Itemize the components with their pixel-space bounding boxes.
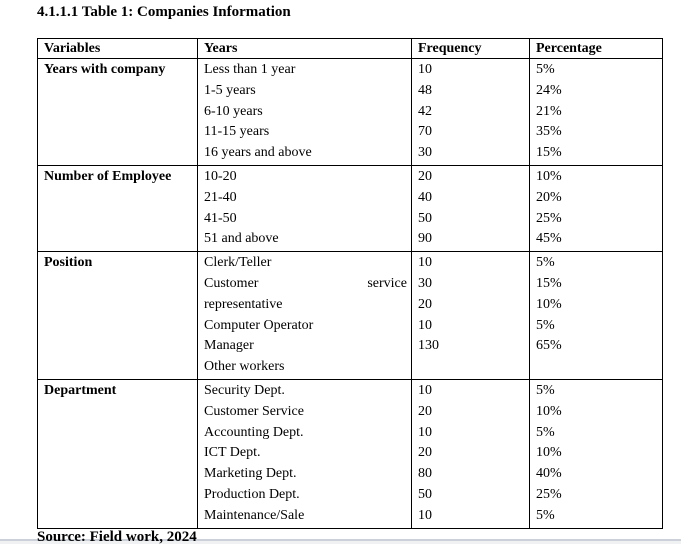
percentage-value: 5% bbox=[536, 382, 555, 398]
percentage-value: 65% bbox=[536, 338, 562, 354]
year-label: 11-15 years bbox=[204, 124, 270, 140]
percentage-value bbox=[536, 357, 658, 378]
percentage-value: 10% bbox=[536, 296, 562, 312]
frequency-value: 42 bbox=[418, 103, 432, 119]
frequency-value: 50 bbox=[418, 486, 432, 502]
variable-name: Years with company bbox=[38, 59, 198, 166]
frequency-value: 20 bbox=[418, 168, 432, 184]
frequency-value: 50 bbox=[418, 210, 432, 226]
section-department bbox=[38, 379, 663, 528]
year-label: Marketing Dept. bbox=[204, 466, 297, 482]
variable-name: Department bbox=[38, 379, 198, 528]
year-label: Maintenance/Sale bbox=[204, 507, 305, 523]
year-label: 41-50 bbox=[204, 210, 237, 226]
year-label: 10-20 bbox=[204, 168, 237, 184]
year-label bbox=[204, 274, 407, 295]
percentage-value: 10% bbox=[536, 403, 562, 419]
header-percentage: Percentage bbox=[530, 39, 663, 59]
year-label: 16 years and above bbox=[204, 145, 312, 161]
years-cell bbox=[198, 165, 412, 251]
year-label-part: service bbox=[367, 275, 407, 291]
source-note: Source: Field work, 2024 bbox=[37, 529, 197, 544]
frequency-value: 10 bbox=[418, 382, 432, 398]
percentage-value: 10% bbox=[536, 445, 562, 461]
header-years: Years bbox=[198, 39, 412, 59]
section-years-with-company bbox=[38, 59, 663, 166]
percentage-value: 5% bbox=[536, 62, 555, 77]
years-cell bbox=[198, 379, 412, 528]
frequency-cell bbox=[412, 252, 530, 380]
frequency-value: 10 bbox=[418, 317, 432, 333]
year-label: representative bbox=[204, 296, 283, 312]
year-label: Accounting Dept. bbox=[204, 424, 304, 440]
frequency-cell bbox=[412, 59, 530, 166]
frequency-value bbox=[418, 357, 525, 378]
years-cell bbox=[198, 252, 412, 380]
table-caption: 4.1.1.1 Table 1: Companies Information bbox=[37, 4, 291, 20]
frequency-cell bbox=[412, 165, 530, 251]
year-label: Less than 1 year bbox=[204, 62, 296, 77]
year-label: Security Dept. bbox=[204, 382, 285, 398]
percentage-value: 5% bbox=[536, 424, 555, 440]
frequency-value: 70 bbox=[418, 124, 432, 140]
percentage-value: 5% bbox=[536, 507, 555, 523]
percentage-value: 35% bbox=[536, 124, 562, 140]
year-label: 6-10 years bbox=[204, 103, 263, 119]
frequency-value: 20 bbox=[418, 296, 432, 312]
percentage-value: 10% bbox=[536, 168, 562, 184]
years-cell bbox=[198, 59, 412, 166]
frequency-value: 20 bbox=[418, 403, 432, 419]
frequency-cell bbox=[412, 379, 530, 528]
frequency-value: 10 bbox=[418, 62, 432, 77]
percentage-value: 24% bbox=[536, 82, 562, 98]
frequency-value: 48 bbox=[418, 82, 432, 98]
year-label: Customer Service bbox=[204, 403, 304, 419]
frequency-value: 10 bbox=[418, 507, 432, 523]
percentage-value: 20% bbox=[536, 189, 562, 205]
frequency-value: 40 bbox=[418, 189, 432, 205]
frequency-value: 10 bbox=[418, 255, 432, 271]
year-label: Clerk/Teller bbox=[204, 255, 272, 271]
year-label-part: Customer bbox=[204, 275, 259, 291]
year-label: 51 and above bbox=[204, 231, 279, 247]
percentage-value: 40% bbox=[536, 466, 562, 482]
frequency-value: 130 bbox=[418, 338, 439, 354]
year-label: Other workers bbox=[204, 359, 285, 375]
section-number-of-employee bbox=[38, 165, 663, 251]
companies-info-table bbox=[37, 38, 663, 529]
header-frequency: Frequency bbox=[412, 39, 530, 59]
frequency-value: 90 bbox=[418, 231, 432, 247]
percentage-cell bbox=[530, 165, 663, 251]
percentage-value: 25% bbox=[536, 210, 562, 226]
variable-name: Number of Employee bbox=[38, 165, 198, 251]
year-label: ICT Dept. bbox=[204, 445, 261, 461]
percentage-value: 5% bbox=[536, 255, 555, 271]
percentage-cell bbox=[530, 379, 663, 528]
percentage-value: 45% bbox=[536, 231, 562, 247]
year-label: 1-5 years bbox=[204, 82, 256, 98]
header-variables: Variables bbox=[38, 39, 198, 59]
frequency-value: 80 bbox=[418, 466, 432, 482]
frequency-value: 20 bbox=[418, 445, 432, 461]
variable-name: Position bbox=[38, 252, 198, 380]
percentage-value: 5% bbox=[536, 317, 555, 333]
percentage-cell bbox=[530, 59, 663, 166]
frequency-value: 30 bbox=[418, 145, 432, 161]
year-label: Manager bbox=[204, 338, 254, 354]
percentage-value: 25% bbox=[536, 486, 562, 502]
header-row bbox=[38, 39, 663, 59]
percentage-value: 15% bbox=[536, 145, 562, 161]
year-label: Computer Operator bbox=[204, 317, 314, 333]
percentage-cell bbox=[530, 252, 663, 380]
frequency-value: 10 bbox=[418, 424, 432, 440]
year-label: Production Dept. bbox=[204, 486, 300, 502]
percentage-value: 21% bbox=[536, 103, 562, 119]
percentage-value: 15% bbox=[536, 275, 562, 291]
section-position bbox=[38, 252, 663, 380]
year-label: 21-40 bbox=[204, 189, 237, 205]
frequency-value: 30 bbox=[418, 275, 432, 291]
